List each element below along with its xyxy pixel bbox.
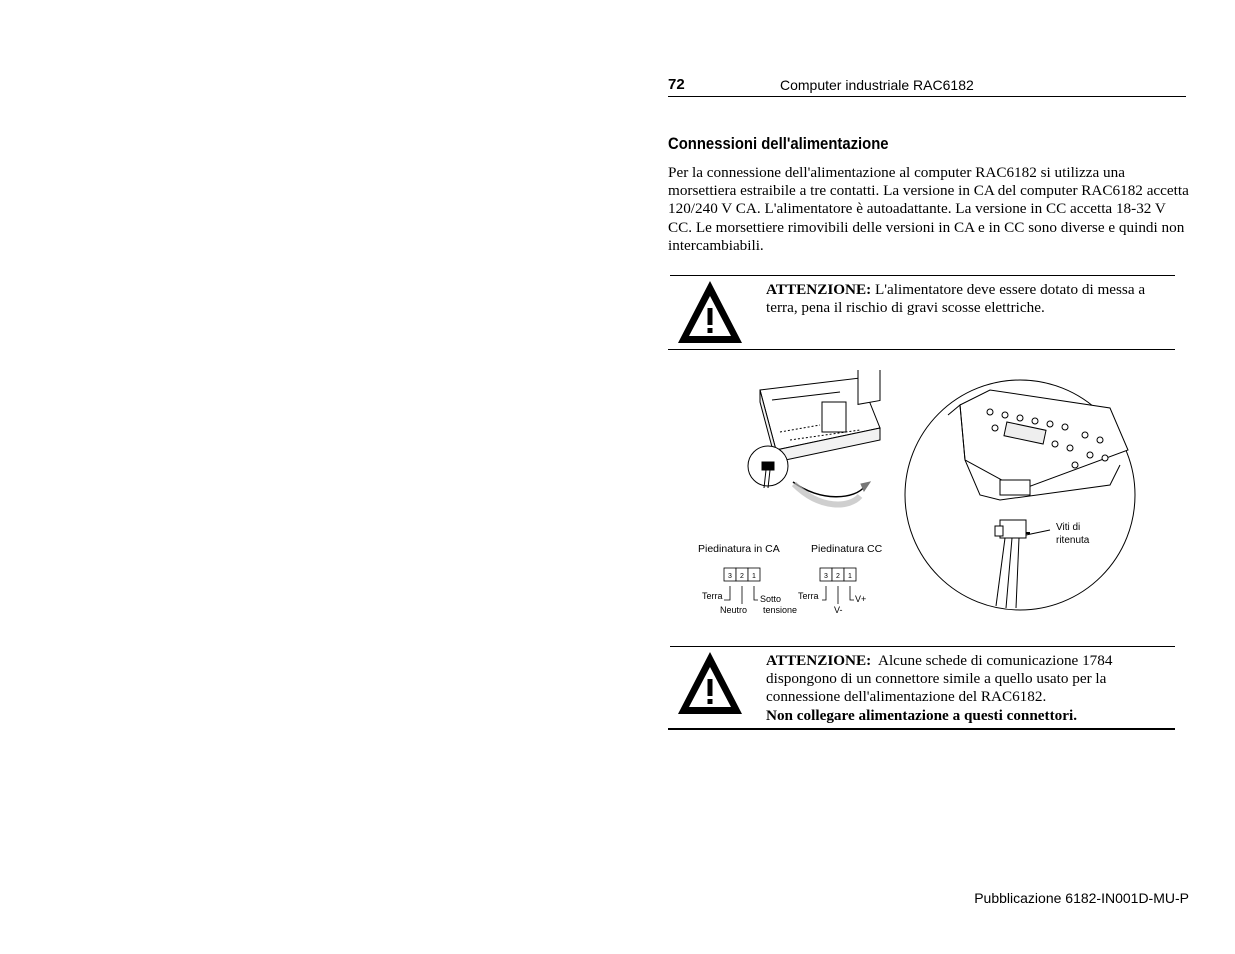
ac-pin-3: 3 bbox=[728, 573, 732, 580]
screws-label-line2: ritenuta bbox=[1056, 535, 1090, 546]
ac-sotto-label: Sotto bbox=[760, 594, 782, 604]
ac-terra-label: Terra bbox=[702, 591, 723, 601]
warning1-text bbox=[766, 281, 1176, 317]
dc-pin-3: 3 bbox=[824, 573, 828, 580]
dc-pinout-title: Piedinatura CC bbox=[811, 543, 883, 555]
running-title: Computer industriale RAC6182 bbox=[780, 77, 974, 93]
body-paragraph: Per la connessione dell'alimentazione al computer RAC6182 si utilizza una morsettiera estraibile a tre contatti. La versione in CA del computer RAC6182 accetta 120/240 V CA. L'alimentatore è autoadattante. La versione in CC accetta 18-32 V CC. Le morsettiere rimovibili delle versioni in CA e in CC sono diverse e quindi non intercambiabili. bbox=[668, 164, 1189, 254]
screws-label-line1: Viti di bbox=[1056, 522, 1081, 533]
section-heading: Connessioni dell'alimentazione bbox=[668, 135, 889, 153]
ac-pinout-title: Piedinatura in CA bbox=[698, 543, 780, 555]
ac-tensione-label: tensione bbox=[763, 605, 798, 615]
warning2-text bbox=[766, 652, 1176, 725]
warning1-body: L'alimentatore deve essere dotato di messa a terra, pena il rischio di gravi scosse elettriche. bbox=[766, 281, 1146, 317]
warning1-bottom-rule bbox=[668, 349, 1175, 350]
warning2-body: Alcune schede di comunicazione 1784 dispongono di un connettore simile a quello usato per la connessione dell'alimentazione del RAC6182. bbox=[766, 652, 1113, 706]
computer-unit-illustration bbox=[748, 370, 880, 505]
header-rule bbox=[668, 96, 1186, 97]
warning2-bottom-rule bbox=[668, 728, 1175, 730]
dc-pin-leaders bbox=[822, 586, 854, 604]
warning2-bold-text: Non collegare alimentazione a questi connettori. bbox=[766, 706, 1078, 724]
warning1-label: ATTENZIONE: bbox=[766, 281, 872, 298]
dc-pin-1: 1 bbox=[848, 573, 852, 580]
detail-magnified-illustration bbox=[905, 380, 1135, 610]
dc-terra-label: Terra bbox=[798, 591, 819, 601]
dc-vplus-label: V+ bbox=[855, 594, 867, 604]
warning2-label: ATTENZIONE: bbox=[766, 652, 872, 669]
dc-pin-2: 2 bbox=[836, 573, 840, 580]
ac-pin-2: 2 bbox=[740, 573, 744, 580]
ac-pin-leaders bbox=[724, 586, 758, 604]
warning2-top-rule bbox=[670, 646, 1175, 647]
warning1-top-rule bbox=[670, 275, 1175, 276]
dc-vminus-label: V- bbox=[834, 605, 843, 615]
warning-triangle-icon bbox=[676, 650, 744, 716]
ac-neutro-label: Neutro bbox=[720, 605, 748, 615]
page-number: 72 bbox=[668, 76, 685, 93]
ac-pin-1: 1 bbox=[752, 573, 756, 580]
warning-triangle-icon bbox=[676, 279, 744, 345]
power-connection-figure bbox=[690, 370, 1140, 620]
publication-footer: Pubblicazione 6182-IN001D-MU-P bbox=[974, 890, 1189, 906]
